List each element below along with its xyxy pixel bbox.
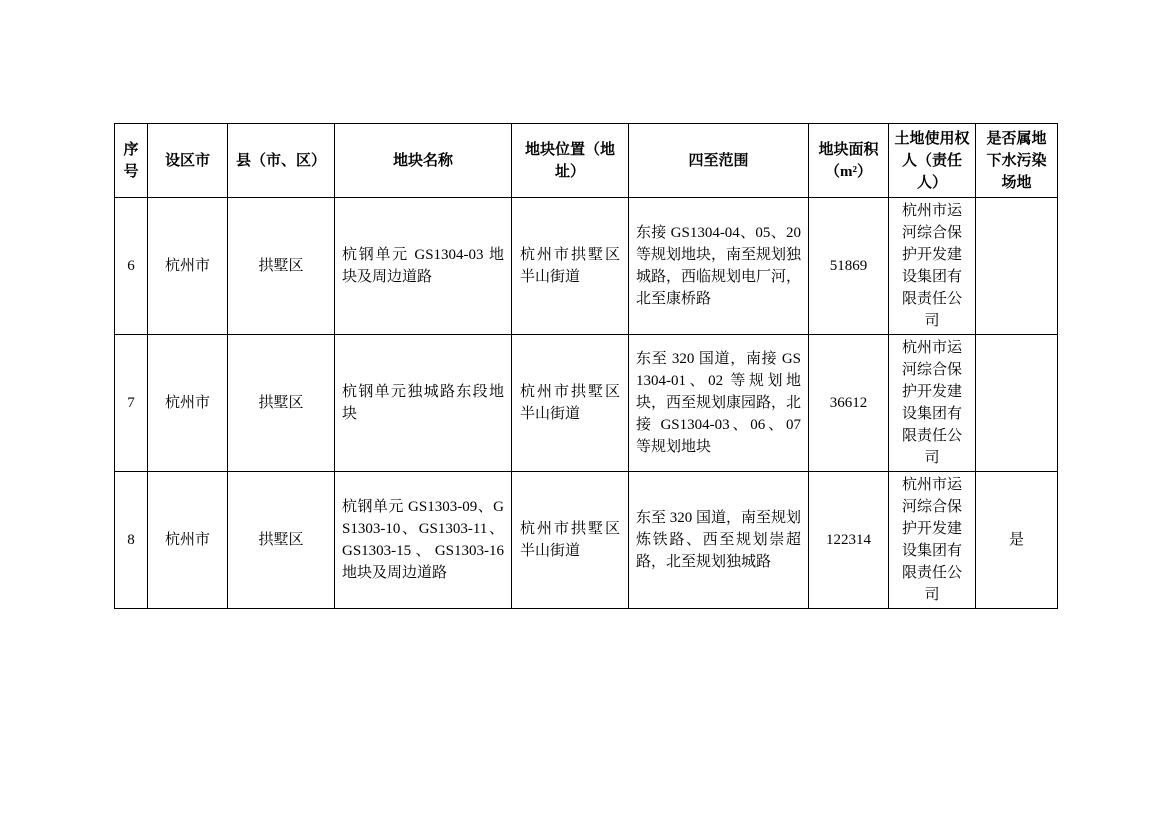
land-parcel-table — [114, 123, 1058, 609]
header-district: 县（市、区） — [228, 124, 335, 198]
groundwater-site-cell: 是 — [976, 472, 1058, 609]
table-row — [115, 335, 1058, 472]
location-cell: 杭州市拱墅区半山街道 — [512, 335, 629, 472]
parcel-name-cell: 杭钢单元 GS1304-03 地块及周边道路 — [335, 198, 512, 335]
table-header-row — [115, 124, 1058, 198]
location-cell: 杭州市拱墅区半山街道 — [512, 198, 629, 335]
header-groundwater-site: 是否属地下水污染场地 — [976, 124, 1058, 198]
seq-cell: 6 — [115, 198, 148, 335]
rights-holder-cell: 杭州市运河综合保护开发建设集团有限责任公司 — [889, 198, 976, 335]
parcel-name-cell: 杭钢单元 GS1303-09、GS1303-10、GS1303-11、GS1303-15、GS1303-16 地块及周边道路 — [335, 472, 512, 609]
area-cell: 51869 — [809, 198, 889, 335]
groundwater-site-cell — [976, 198, 1058, 335]
seq-cell: 7 — [115, 335, 148, 472]
city-cell: 杭州市 — [148, 198, 228, 335]
header-parcel-name: 地块名称 — [335, 124, 512, 198]
rights-holder-cell: 杭州市运河综合保护开发建设集团有限责任公司 — [889, 472, 976, 609]
header-seq: 序号 — [115, 124, 148, 198]
seq-cell: 8 — [115, 472, 148, 609]
city-cell: 杭州市 — [148, 472, 228, 609]
area-cell: 36612 — [809, 335, 889, 472]
rights-holder-cell: 杭州市运河综合保护开发建设集团有限责任公司 — [889, 335, 976, 472]
header-location: 地块位置（地址） — [512, 124, 629, 198]
groundwater-site-cell — [976, 335, 1058, 472]
header-rights-holder: 土地使用权人（责任人） — [889, 124, 976, 198]
area-cell: 122314 — [809, 472, 889, 609]
district-cell: 拱墅区 — [228, 335, 335, 472]
table-row — [115, 472, 1058, 609]
district-cell: 拱墅区 — [228, 198, 335, 335]
header-area: 地块面积（m²） — [809, 124, 889, 198]
header-boundaries: 四至范围 — [629, 124, 809, 198]
boundaries-cell: 东接 GS1304-04、05、20 等规划地块，南至规划独城路，西临规划电厂河，北至康桥路 — [629, 198, 809, 335]
district-cell: 拱墅区 — [228, 472, 335, 609]
location-cell: 杭州市拱墅区半山街道 — [512, 472, 629, 609]
boundaries-cell: 东至 320 国道，南接 GS1304-01、02 等规划地块，西至规划康园路，北接 GS1304-03、06、07 等规划地块 — [629, 335, 809, 472]
header-city: 设区市 — [148, 124, 228, 198]
parcel-name-cell: 杭钢单元独城路东段地块 — [335, 335, 512, 472]
boundaries-cell: 东至 320 国道，南至规划炼铁路、西至规划崇超路，北至规划独城路 — [629, 472, 809, 609]
city-cell: 杭州市 — [148, 335, 228, 472]
table-row — [115, 198, 1058, 335]
